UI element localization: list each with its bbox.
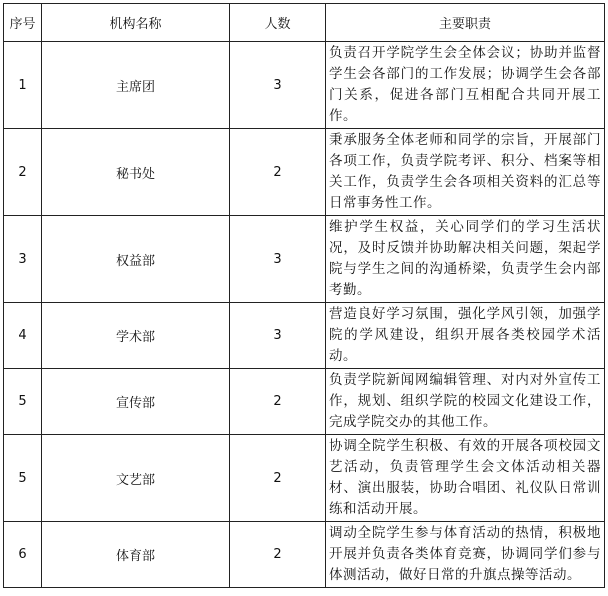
row-index: 5 <box>4 435 42 522</box>
row-index: 2 <box>4 129 42 216</box>
header-duties: 主要职责 <box>326 4 605 42</box>
row-index: 6 <box>4 522 42 588</box>
row-duties: 协调全院学生积极、有效的开展各项校园文艺活动，负责管理学生会文体活动相关器材、演出服装，协助合唱团、礼仪队日常训练和活动开展。 <box>326 435 605 522</box>
row-duties: 维护学生权益，关心同学们的学习生活状况，及时反馈并协助解决相关问题，架起学院与学生之间的沟通桥梁，负责学生会内部考勤。 <box>326 216 605 303</box>
table-header-row <box>4 4 605 42</box>
row-duties: 负责召开学院学生会全体会议；协助并监督学生会各部门的工作发展；协调学生会各部门关系，促进各部门互相配合共同开展工作。 <box>326 42 605 129</box>
row-duties: 负责学院新闻网编辑管理、对内对外宣传工作，规划、组织学院的校园文化建设工作，完成学院交办的其他工作。 <box>326 369 605 435</box>
row-duties: 调动全院学生参与体育活动的热情，积极地开展并负责各类体育竞赛，协调同学们参与体测活动，做好日常的升旗点操等活动。 <box>326 522 605 588</box>
row-index: 3 <box>4 216 42 303</box>
row-index: 5 <box>4 369 42 435</box>
table-row <box>4 303 605 369</box>
table-row <box>4 216 605 303</box>
table-row <box>4 129 605 216</box>
row-count: 3 <box>230 216 326 303</box>
table-row <box>4 522 605 588</box>
row-count: 2 <box>230 369 326 435</box>
row-org-name: 文艺部 <box>42 435 230 522</box>
table-row <box>4 42 605 129</box>
row-count: 3 <box>230 303 326 369</box>
row-org-name: 主席团 <box>42 42 230 129</box>
header-count: 人数 <box>230 4 326 42</box>
header-index: 序号 <box>4 4 42 42</box>
table-row <box>4 435 605 522</box>
row-count: 2 <box>230 522 326 588</box>
row-org-name: 秘书处 <box>42 129 230 216</box>
row-org-name: 体育部 <box>42 522 230 588</box>
row-index: 4 <box>4 303 42 369</box>
row-org-name: 宣传部 <box>42 369 230 435</box>
row-duties: 秉承服务全体老师和同学的宗旨，开展部门各项工作，负责学院考评、积分、档案等相关工作，负责学生会各项相关资料的汇总等日常事务性工作。 <box>326 129 605 216</box>
row-duties: 营造良好学习氛围，强化学风引领，加强学院的学风建设，组织开展各类校园学术活动。 <box>326 303 605 369</box>
row-org-name: 权益部 <box>42 216 230 303</box>
row-org-name: 学术部 <box>42 303 230 369</box>
table-row <box>4 369 605 435</box>
row-count: 3 <box>230 42 326 129</box>
row-index: 1 <box>4 42 42 129</box>
row-count: 2 <box>230 435 326 522</box>
row-count: 2 <box>230 129 326 216</box>
header-org-name: 机构名称 <box>42 4 230 42</box>
organization-table <box>3 3 605 588</box>
